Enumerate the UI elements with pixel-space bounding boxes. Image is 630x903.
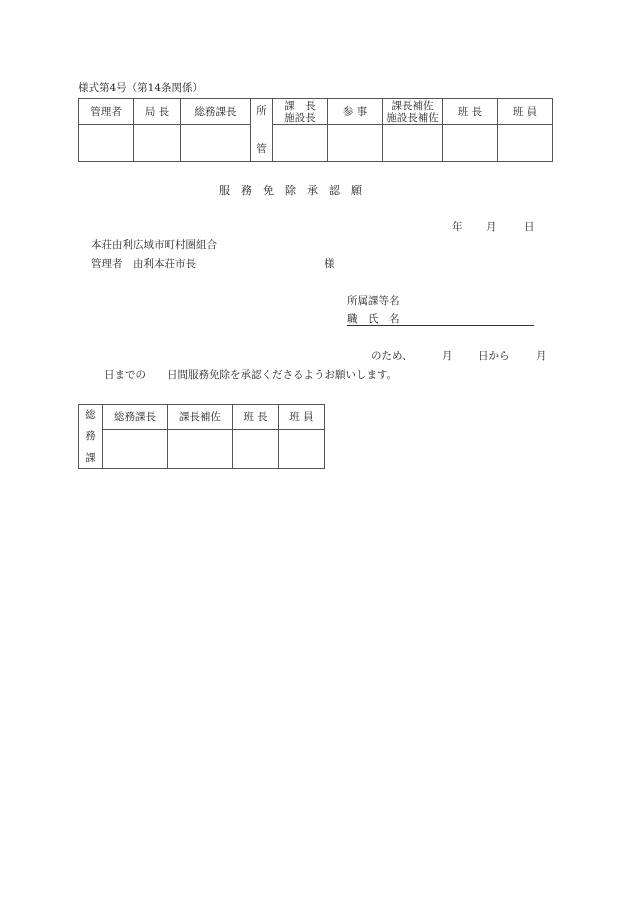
- body-month-end: 月: [536, 350, 547, 362]
- side-label-char: 管: [256, 142, 267, 155]
- side-label-char: 所: [256, 105, 267, 117]
- stamp-cell-manager[interactable]: [79, 125, 134, 162]
- stamp-cell-assistant-chief[interactable]: [168, 430, 233, 469]
- header-general-affairs-chief: 総務課長: [181, 99, 251, 125]
- stamp-cell-team-member[interactable]: [279, 430, 325, 469]
- department-label: 所属課等名: [347, 295, 400, 307]
- name-signature-line[interactable]: [347, 325, 534, 326]
- body-line-2: 日までの 日間服務免除を承認くださるようお願いします。: [104, 369, 398, 381]
- side-label-char: 務: [85, 430, 96, 443]
- header-bureau-chief: 局 長: [134, 99, 181, 125]
- approval-table: [78, 98, 553, 162]
- document-title: 服 務 免 除 承 認 願: [219, 184, 362, 197]
- body-reason-suffix: のため、: [371, 350, 413, 362]
- date-day: 日: [524, 221, 535, 233]
- side-label-jurisdiction: [251, 99, 273, 162]
- header-team-leader: 班 長: [443, 99, 498, 125]
- header-team-member: 班 員: [279, 405, 325, 430]
- header-manager: 管理者: [79, 99, 134, 125]
- form-label: 様式第4号（第14条関係）: [78, 82, 204, 94]
- header-counselor: 参 事: [328, 99, 383, 125]
- side-label-char: 総: [85, 409, 96, 421]
- header-assistant-chief: 課長補佐: [168, 405, 233, 430]
- header-general-affairs-chief: 総務課長: [103, 405, 168, 430]
- side-label-general-affairs: [79, 405, 103, 469]
- addressee-position: 管理者 由利本荘市長: [91, 258, 196, 270]
- header-section-chief: 課 長 施設長: [273, 99, 328, 125]
- date-year: 年: [452, 221, 463, 233]
- stamp-cell-team-member[interactable]: [498, 125, 553, 162]
- stamp-cell-general-affairs-chief[interactable]: [181, 125, 251, 162]
- stamp-cell-counselor[interactable]: [328, 125, 383, 162]
- body-day-from: 日から: [478, 350, 510, 362]
- stamp-cell-bureau-chief[interactable]: [134, 125, 181, 162]
- stamp-cell-section-chief[interactable]: [273, 125, 328, 162]
- addressee-honorific: 様: [324, 258, 335, 270]
- side-label-char: 課: [85, 451, 96, 464]
- header-team-member: 班 員: [498, 99, 553, 125]
- body-month-start: 月: [442, 350, 453, 362]
- general-affairs-table: [78, 404, 325, 469]
- name-label: 職 氏 名: [347, 313, 400, 325]
- header-team-leader: 班 長: [233, 405, 279, 430]
- date-month: 月: [486, 221, 497, 233]
- stamp-cell-general-affairs-chief[interactable]: [103, 430, 168, 469]
- addressee-organization: 本荘由利広域市町村圏組合: [91, 239, 217, 251]
- stamp-cell-assistant-chief[interactable]: [383, 125, 443, 162]
- header-assistant-chief: 課長補佐 施設長補佐: [383, 99, 443, 125]
- stamp-cell-team-leader[interactable]: [443, 125, 498, 162]
- stamp-cell-team-leader[interactable]: [233, 430, 279, 469]
